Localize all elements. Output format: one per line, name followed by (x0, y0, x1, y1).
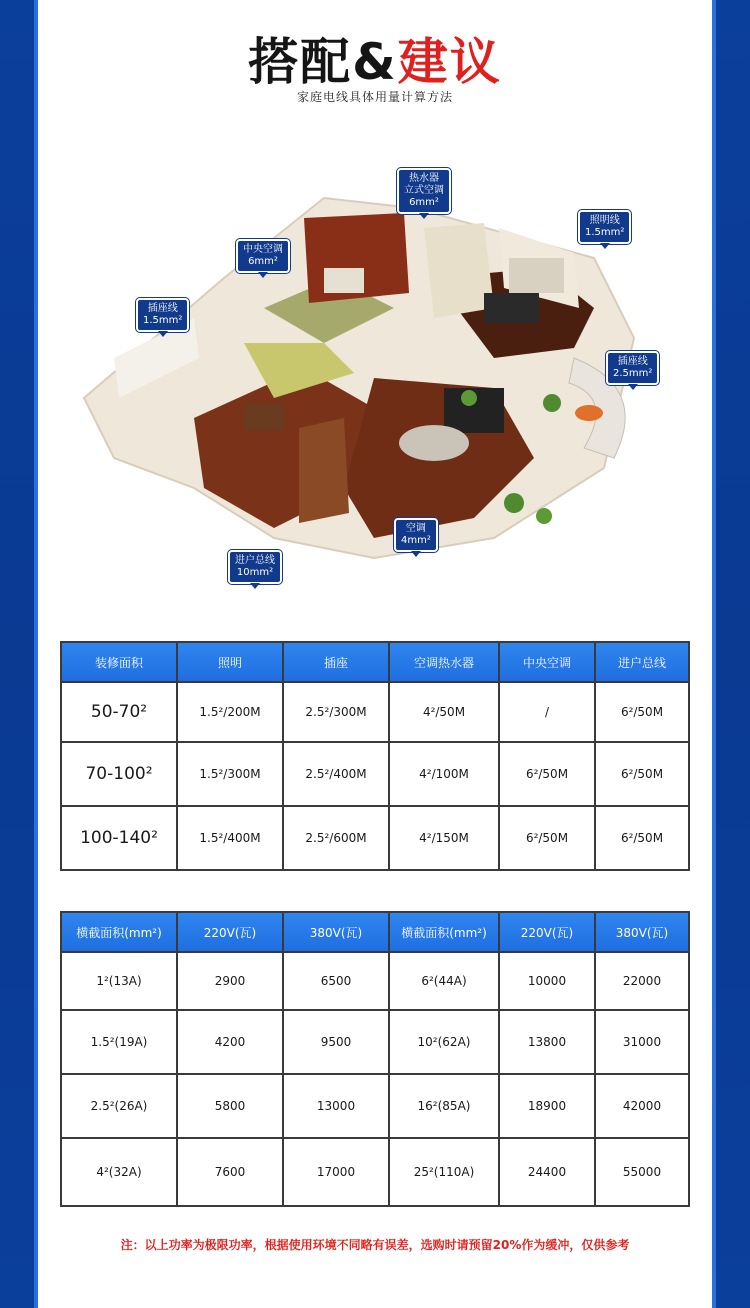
header-380v-2: 380V(瓦) (595, 912, 689, 952)
cell: 6²/50M (595, 742, 689, 806)
cell: 13800 (499, 1010, 595, 1074)
cell: 55000 (595, 1138, 689, 1206)
table-row (61, 1074, 689, 1138)
tag-socket-right-size: 2.5mm² (613, 368, 653, 379)
page-title (38, 22, 712, 94)
tag-water-heater-size: 6mm² (409, 197, 439, 208)
cell: 6²/50M (595, 806, 689, 870)
tag-socket-left-size: 1.5mm² (143, 315, 183, 326)
cell: 1.5²/200M (177, 682, 283, 742)
tag-ac-size: 4mm² (401, 535, 431, 546)
cell-area: 50-70² (61, 682, 177, 742)
tag-water-heater-line2: 立式空调 (404, 185, 444, 196)
cell: 2.5²/600M (283, 806, 389, 870)
cell: 1.5²(19A) (61, 1010, 177, 1074)
cell: 42000 (595, 1074, 689, 1138)
cell: 2.5²/300M (283, 682, 389, 742)
cell: 10²(62A) (389, 1010, 499, 1074)
tag-ac (394, 518, 438, 552)
cell: 6²/50M (595, 682, 689, 742)
tag-central-ac (236, 239, 290, 273)
header-main-line: 进户总线 (595, 642, 689, 682)
left-border-bar (0, 0, 38, 1308)
cell: 2.5²/400M (283, 742, 389, 806)
tag-water-heater (397, 168, 451, 214)
header-ac-heater: 空调热水器 (389, 642, 499, 682)
tag-lighting-line1: 照明线 (589, 215, 620, 226)
tag-socket-right-line1: 插座线 (617, 356, 648, 367)
table-row (61, 682, 689, 742)
footnote: 注：以上功率为极限功率，根据使用环境不同略有误差，选购时请预留20%作为缓冲，仅供参考 (120, 1238, 630, 1252)
floorplan-drawing (74, 158, 664, 583)
cell: 4²(32A) (61, 1138, 177, 1206)
cell: 9500 (283, 1010, 389, 1074)
cell: 18900 (499, 1074, 595, 1138)
wire-usage-header-row (61, 642, 689, 682)
cell: 1.5²/400M (177, 806, 283, 870)
cell: 6²/50M (499, 742, 595, 806)
cell: 4200 (177, 1010, 283, 1074)
cell: 4²/150M (389, 806, 499, 870)
house-floorplan-illustration (74, 158, 664, 583)
cell: 6²/50M (499, 806, 595, 870)
wire-usage-table (60, 641, 690, 871)
tag-main-line (228, 550, 282, 584)
header-cross-section-2: 横截面积(mm²) (389, 912, 499, 952)
header-lighting: 照明 (177, 642, 283, 682)
cell: 31000 (595, 1010, 689, 1074)
page-subtitle: 家庭电线具体用量计算方法 (296, 90, 453, 104)
tag-ac-line1: 空调 (405, 523, 426, 534)
cell: 5800 (177, 1074, 283, 1138)
table-row (61, 806, 689, 870)
cell: 6²(44A) (389, 952, 499, 1010)
tag-main-size: 10mm² (236, 567, 274, 578)
table-row (61, 742, 689, 806)
cell: 16²(85A) (389, 1074, 499, 1138)
cell: 1²(13A) (61, 952, 177, 1010)
header-380v: 380V(瓦) (283, 912, 389, 952)
tag-socket-left (136, 298, 189, 332)
cell: 25²(110A) (389, 1138, 499, 1206)
cell: 2.5²(26A) (61, 1074, 177, 1138)
page-content (38, 0, 712, 1308)
cell: 22000 (595, 952, 689, 1010)
tag-water-heater-line1: 热水器 (409, 173, 439, 184)
header-central-ac: 中央空调 (499, 642, 595, 682)
cell-area: 100-140² (61, 806, 177, 870)
wire-power-table (60, 911, 690, 1207)
table-row (61, 1010, 689, 1074)
title-part1: 搭配& (248, 33, 398, 91)
header-socket: 插座 (283, 642, 389, 682)
wire-power-header-row (61, 912, 689, 952)
cell: 4²/100M (389, 742, 499, 806)
cell: 7600 (177, 1138, 283, 1206)
header-area: 装修面积 (61, 642, 177, 682)
cell: 6500 (283, 952, 389, 1010)
cell-area: 70-100² (61, 742, 177, 806)
header-220v: 220V(瓦) (177, 912, 283, 952)
tag-socket-left-line1: 插座线 (147, 303, 178, 314)
header-cross-section: 横截面积(mm²) (61, 912, 177, 952)
cell: 17000 (283, 1138, 389, 1206)
tag-lighting (578, 210, 631, 244)
title-part2: 建议 (397, 33, 502, 91)
cell: 1.5²/300M (177, 742, 283, 806)
table-row (61, 1138, 689, 1206)
tag-socket-right (606, 351, 659, 385)
cell: 2900 (177, 952, 283, 1010)
tag-central-ac-size: 6mm² (248, 256, 278, 267)
cell: / (499, 682, 595, 742)
tag-lighting-size: 1.5mm² (585, 227, 625, 238)
cell: 10000 (499, 952, 595, 1010)
table-row (61, 952, 689, 1010)
header-220v-2: 220V(瓦) (499, 912, 595, 952)
cell: 24400 (499, 1138, 595, 1206)
cell: 13000 (283, 1074, 389, 1138)
cell: 4²/50M (389, 682, 499, 742)
tag-main-line1: 进户总线 (235, 555, 275, 566)
right-border-bar (712, 0, 750, 1308)
tag-central-ac-line1: 中央空调 (243, 244, 283, 255)
